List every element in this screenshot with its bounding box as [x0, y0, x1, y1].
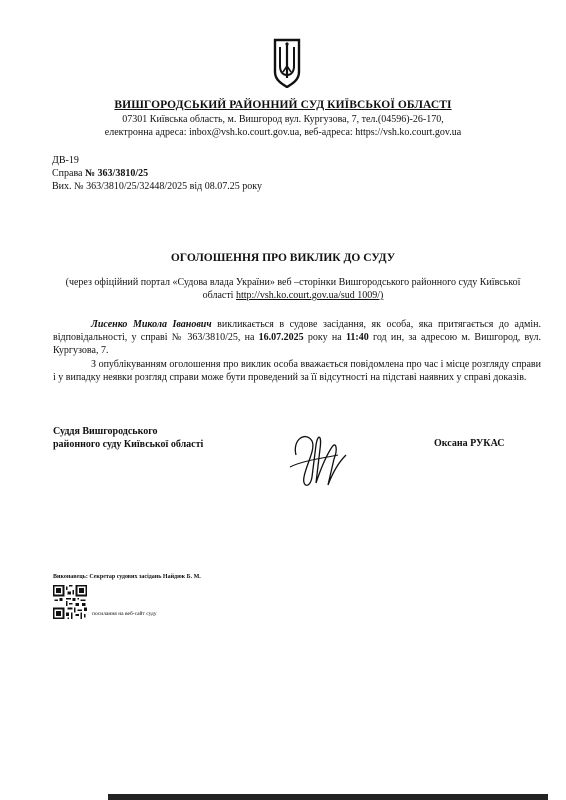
- case-number: № 363/3810/25: [85, 168, 149, 179]
- hearing-date: 16.07.2025: [258, 332, 304, 343]
- notice-paragraph: З опублікуванням оголошення про виклик особа вважається повідомлена про час і місце розгляду справи і у випадку неявки розгляд справи може бути проведений за її відсутності на підставі наявних у справі доказів.: [53, 359, 541, 383]
- summoned-person: Лисенко Микола Іванович: [91, 319, 212, 330]
- judge-title: [53, 425, 203, 451]
- scan-edge-bar: [108, 794, 548, 800]
- case-line: [52, 168, 148, 179]
- case-label: Справа: [52, 168, 85, 179]
- court-contacts: електронна адреса: inbox@vsh.ko.court.gov.ua, веб-адреса: https://vsh.ko.court.gov.ua: [104, 127, 462, 138]
- qr-note: посилання на веб-сайт суду: [92, 611, 157, 617]
- announcement-title: ОГОЛОШЕННЯ ПРО ВИКЛИК ДО СУДУ: [170, 252, 396, 264]
- judge-title-line1: Суддя Вишгородського: [53, 426, 158, 437]
- handwritten-signature: [288, 425, 350, 493]
- summons-paragraph: [53, 318, 541, 357]
- court-name: ВИШГОРОДСЬКИЙ РАЙОННИЙ СУД КИЇВСЬКОЇ ОБЛАСТІ: [114, 99, 452, 111]
- form-code: ДВ-19: [52, 155, 79, 166]
- qr-code-icon[interactable]: [53, 585, 87, 619]
- announcement-subtitle: [50, 276, 536, 302]
- judge-name: Оксана РУКАС: [434, 438, 505, 449]
- summons-text-c: год ин, за адресою м. Вишгород, вул. Кургузова, 7.: [53, 332, 541, 356]
- court-link[interactable]: http://vsh.ko.court.gov.ua/sud 1009/): [235, 290, 384, 301]
- court-address: 07301 Київська область, м. Вишгород вул. Кургузова, 7, тел.(04596)-26-170,: [122, 114, 444, 125]
- coat-of-arms-icon: [272, 38, 302, 88]
- subtitle-text: (через офіційний портал «Судова влада України» веб –сторінки Вишгородського районного суду Київської області: [65, 277, 521, 301]
- hearing-time: 11:40: [345, 332, 369, 343]
- summons-text-a: викликається в судове засідання, як особа, яка притягається до адмін. відповідальності, у справі № 363/3810/25, на: [53, 319, 541, 343]
- outgoing-number: Вих. № 363/3810/25/32448/2025 від 08.07.25 року: [52, 181, 262, 192]
- executor-line: Виконавець: Секретар судових засідань Найдюк Б. М.: [53, 574, 201, 580]
- judge-title-line2: районного суду Київської області: [53, 439, 204, 450]
- summons-text-b: року на: [303, 332, 346, 343]
